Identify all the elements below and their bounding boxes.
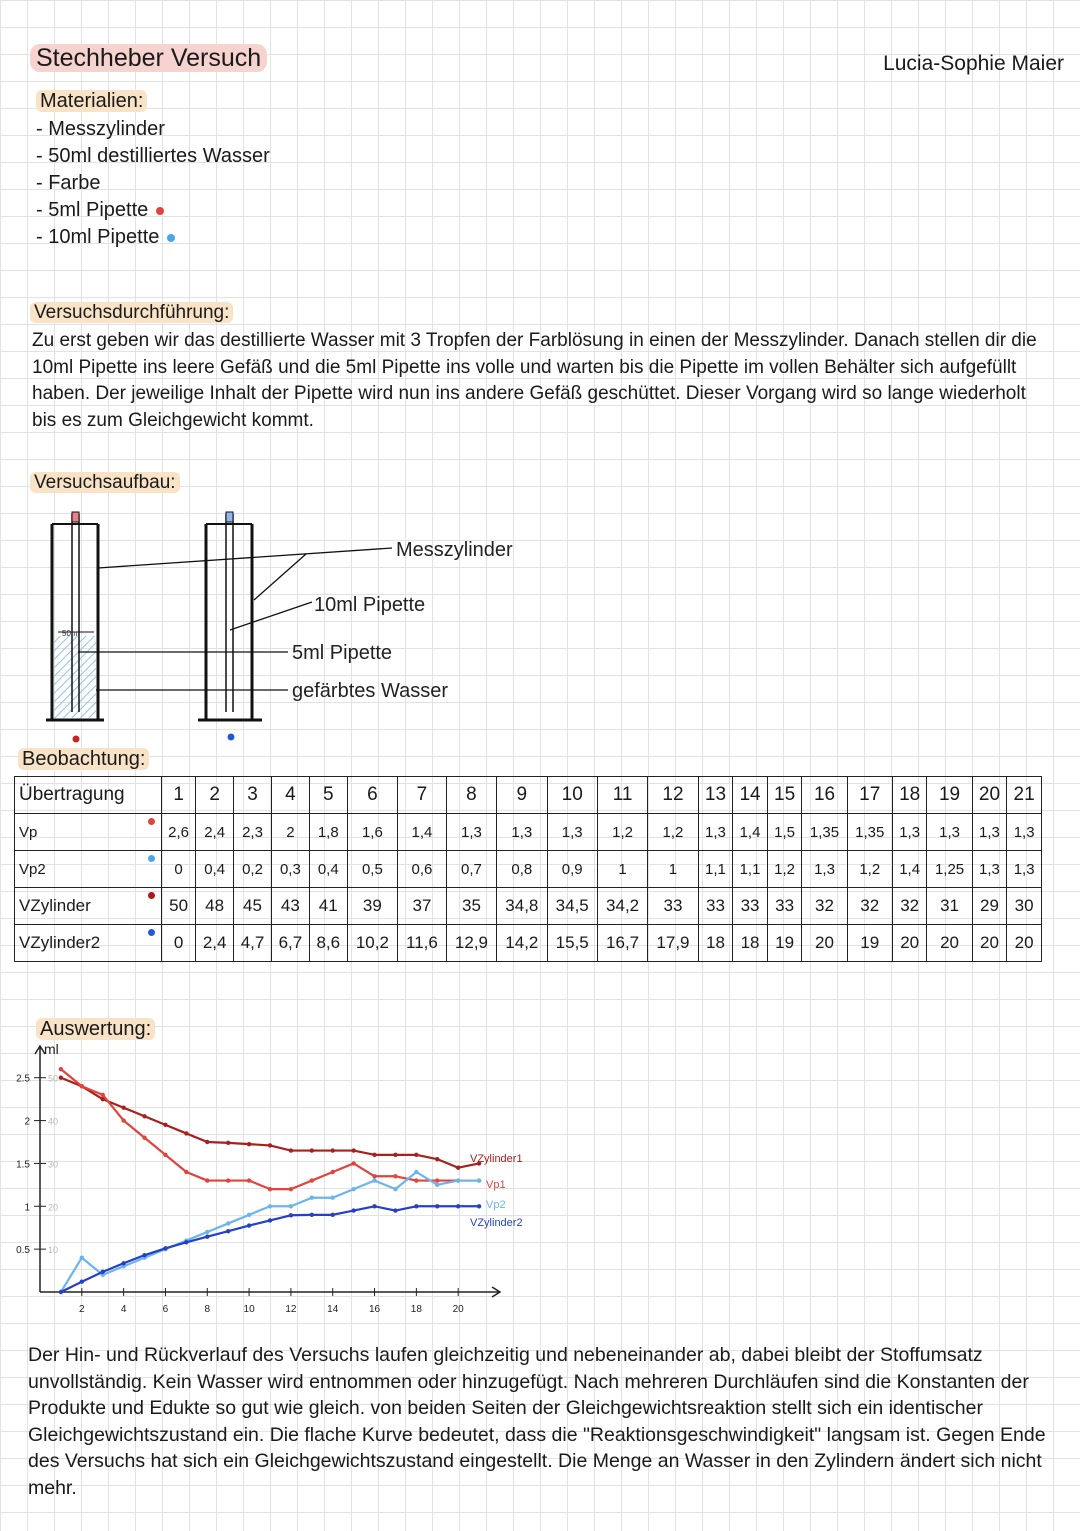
table-cell: 18 xyxy=(892,777,927,814)
table-cell: 10 xyxy=(547,777,597,814)
table-cell: 0,2 xyxy=(234,851,272,888)
procedure-heading: Versuchsdurchführung: xyxy=(30,302,233,324)
label-colored-water: gefärbtes Wasser xyxy=(292,680,448,702)
table-cell: 7 xyxy=(398,777,447,814)
table-cell: 20 xyxy=(1007,925,1042,962)
data-point xyxy=(351,1208,355,1212)
data-point xyxy=(372,1174,376,1178)
table-cell: 39 xyxy=(347,888,397,925)
table-cell: 9 xyxy=(497,777,547,814)
table-cell: 33 xyxy=(767,888,802,925)
y-tick-label-secondary: 50 xyxy=(48,1073,59,1084)
data-point xyxy=(205,1178,209,1182)
table-cell: 20 xyxy=(972,925,1007,962)
data-point xyxy=(289,1213,293,1217)
table-cell: 12 xyxy=(648,777,698,814)
materials-item-text: - 10ml Pipette xyxy=(36,226,160,248)
data-point xyxy=(351,1161,355,1165)
table-cell: 1,3 xyxy=(497,814,547,851)
data-point xyxy=(331,1213,335,1217)
table-cell: 1,35 xyxy=(847,814,892,851)
data-point xyxy=(393,1208,397,1212)
data-point xyxy=(477,1178,481,1182)
evaluation-heading: Auswertung: xyxy=(36,1018,155,1041)
x-tick-label: 14 xyxy=(327,1304,339,1315)
table-cell: 1,2 xyxy=(648,814,698,851)
table-cell: 0,8 xyxy=(497,851,547,888)
data-point xyxy=(289,1187,293,1191)
data-point xyxy=(393,1153,397,1157)
data-point xyxy=(331,1148,335,1152)
materials-item-text: - Messzylinder xyxy=(36,118,165,140)
table-cell: 18 xyxy=(698,925,733,962)
table-cell: 1,2 xyxy=(847,851,892,888)
data-point xyxy=(435,1204,439,1208)
data-point xyxy=(142,1114,146,1118)
data-point xyxy=(372,1153,376,1157)
x-tick-label: 6 xyxy=(162,1304,169,1315)
series-label: Vp2 xyxy=(486,1199,506,1211)
data-point xyxy=(372,1204,376,1208)
table-cell: 1,3 xyxy=(927,814,972,851)
data-point xyxy=(142,1136,146,1140)
x-tick-label: 20 xyxy=(452,1304,464,1315)
y-tick-label: 1.5 xyxy=(16,1159,30,1171)
series-label: VZylinder1 xyxy=(470,1153,523,1165)
data-point xyxy=(121,1106,125,1110)
data-point xyxy=(393,1174,397,1178)
table-cell: 32 xyxy=(892,888,927,925)
y-tick-label: 1 xyxy=(24,1202,30,1214)
y-tick-label-secondary: 10 xyxy=(48,1245,59,1256)
data-point xyxy=(268,1187,272,1191)
data-point xyxy=(289,1148,293,1152)
data-point xyxy=(393,1187,397,1191)
table-cell: 1,3 xyxy=(802,851,847,888)
table-cell: 0 xyxy=(162,851,196,888)
table-cell: 1,3 xyxy=(892,814,927,851)
table-cell: 0 xyxy=(162,925,196,962)
data-point xyxy=(331,1196,335,1200)
table-cell: 19 xyxy=(847,925,892,962)
y-tick-label: 2.5 xyxy=(16,1073,30,1085)
data-point xyxy=(80,1280,84,1284)
table-cell: 45 xyxy=(234,888,272,925)
table-cell: 16 xyxy=(802,777,847,814)
evaluation-text: Der Hin- und Rückverlauf des Versuchs laufen gleichzeitig und nebeneinander ab, dabei bleibt der Stoffumsatz unvollständig. Kein Wasser wird entnommen oder hinzugefügt. Nach mehreren Durchläufen sind die Konstanten der Produkte und Edukte so gut wie gleich. von beiden Seiten der Gleichgewichtsreaktion stellt sich ein identischer Gleichgewichtszustand ein. Die flache Kurve bedeutet, dass die "Reaktionsgeschwindigkeit" langsam ist. Gegen Ende des Versuchs hat sich ein Gleichgewichtszustand eingestellt. Die Menge an Wasser in den Zylindern ändert sich nicht mehr. xyxy=(28,1344,1046,1499)
table-cell: 19 xyxy=(767,925,802,962)
table-cell: 6 xyxy=(347,777,397,814)
data-point xyxy=(435,1178,439,1182)
table-cell: 37 xyxy=(398,888,447,925)
data-point xyxy=(456,1204,460,1208)
data-point xyxy=(205,1140,209,1144)
table-cell: 8,6 xyxy=(309,925,347,962)
data-point xyxy=(59,1067,63,1071)
data-point xyxy=(184,1131,188,1135)
data-point xyxy=(289,1204,293,1208)
data-point xyxy=(247,1178,251,1182)
y-tick-label-secondary: 40 xyxy=(48,1116,59,1127)
table-cell: 1,35 xyxy=(802,814,847,851)
table-cell: 34,5 xyxy=(547,888,597,925)
data-point xyxy=(247,1213,251,1217)
table-cell: 2,4 xyxy=(196,814,234,851)
data-point xyxy=(435,1183,439,1187)
observation-heading: Beobachtung: xyxy=(18,748,149,771)
data-point xyxy=(435,1157,439,1161)
table-cell: 30 xyxy=(1007,888,1042,925)
data-point xyxy=(351,1148,355,1152)
table-cell: 1,4 xyxy=(892,851,927,888)
data-point xyxy=(226,1141,230,1145)
data-point xyxy=(351,1187,355,1191)
table-cell: 21 xyxy=(1007,777,1042,814)
row-label-text: Vp2 xyxy=(19,860,46,878)
table-cell: 34,8 xyxy=(497,888,547,925)
table-cell: 1,4 xyxy=(733,814,768,851)
table-cell: 11,6 xyxy=(398,925,447,962)
table-cell: 0,3 xyxy=(271,851,309,888)
table-cell: 4 xyxy=(271,777,309,814)
table-cell: 3 xyxy=(234,777,272,814)
x-tick-label: 12 xyxy=(285,1304,297,1315)
table-cell: 14 xyxy=(733,777,768,814)
table-cell: 1,1 xyxy=(733,851,768,888)
data-point xyxy=(80,1256,84,1260)
data-point xyxy=(163,1246,167,1250)
table-cell: 0,5 xyxy=(347,851,397,888)
table-cell: 10,2 xyxy=(347,925,397,962)
data-point xyxy=(268,1143,272,1147)
table-cell: 1,2 xyxy=(767,851,802,888)
table-cell: 0,9 xyxy=(547,851,597,888)
data-point xyxy=(414,1204,418,1208)
data-point xyxy=(477,1204,481,1208)
author-name: Lucia-Sophie Maier xyxy=(883,52,1064,75)
x-tick-label: 10 xyxy=(243,1304,255,1315)
materials-heading: Materialien: xyxy=(36,90,147,113)
label-pipette-5ml: 5ml Pipette xyxy=(292,642,393,664)
y-axis-label: ml xyxy=(44,1041,59,1057)
label-pipette-10ml: 10ml Pipette xyxy=(314,594,426,616)
table-cell: 2 xyxy=(271,814,309,851)
table-cell: 12,9 xyxy=(446,925,496,962)
table-cell: 31 xyxy=(927,888,972,925)
y-tick-label-secondary: 20 xyxy=(48,1202,59,1213)
data-point xyxy=(310,1196,314,1200)
page-title: Stechheber Versuch xyxy=(30,44,267,73)
materials-item-text: - Farbe xyxy=(36,172,101,194)
table-cell: 0,4 xyxy=(196,851,234,888)
data-point xyxy=(247,1142,251,1146)
data-point xyxy=(310,1213,314,1217)
data-point xyxy=(414,1153,418,1157)
table-cell: 17 xyxy=(847,777,892,814)
y-tick-label-secondary: 30 xyxy=(48,1159,59,1170)
data-point xyxy=(184,1170,188,1174)
table-cell: 1,8 xyxy=(309,814,347,851)
table-cell: 1,5 xyxy=(767,814,802,851)
table-cell: 2,6 xyxy=(162,814,196,851)
data-point xyxy=(456,1166,460,1170)
data-point xyxy=(456,1178,460,1182)
data-point xyxy=(59,1290,63,1294)
table-cell: 14,2 xyxy=(497,925,547,962)
table-cell: 33 xyxy=(733,888,768,925)
table-cell: 1,3 xyxy=(547,814,597,851)
table-cell: 1 xyxy=(597,851,647,888)
table-cell: 43 xyxy=(271,888,309,925)
data-point xyxy=(226,1178,230,1182)
row-label-text: VZylinder xyxy=(19,896,91,915)
table-cell: 1 xyxy=(648,851,698,888)
table-cell: 1,3 xyxy=(698,814,733,851)
data-point xyxy=(226,1229,230,1233)
table-cell: 16,7 xyxy=(597,925,647,962)
data-point xyxy=(226,1221,230,1225)
data-point xyxy=(268,1218,272,1222)
table-cell: 17,9 xyxy=(648,925,698,962)
series-label: Vp1 xyxy=(486,1179,506,1191)
table-cell: 1,3 xyxy=(446,814,496,851)
data-point xyxy=(310,1148,314,1152)
data-point xyxy=(372,1178,376,1182)
data-point xyxy=(414,1178,418,1182)
row-label-text: Übertragung xyxy=(19,784,125,805)
series-label: VZylinder2 xyxy=(470,1217,523,1229)
table-cell: 20 xyxy=(802,925,847,962)
table-cell: 6,7 xyxy=(271,925,309,962)
table-cell: 13 xyxy=(698,777,733,814)
table-cell: 20 xyxy=(972,777,1007,814)
table-cell: 29 xyxy=(972,888,1007,925)
table-cell: 50 xyxy=(162,888,196,925)
data-point xyxy=(101,1093,105,1097)
table-cell: 2,4 xyxy=(196,925,234,962)
table-cell: 33 xyxy=(648,888,698,925)
table-cell: 0,4 xyxy=(309,851,347,888)
data-point xyxy=(59,1076,63,1080)
table-cell: 19 xyxy=(927,777,972,814)
table-cell: 1,6 xyxy=(347,814,397,851)
table-cell: 4,7 xyxy=(234,925,272,962)
table-cell: 0,7 xyxy=(446,851,496,888)
y-tick-label: 0.5 xyxy=(16,1245,30,1257)
data-point xyxy=(247,1223,251,1227)
data-point xyxy=(184,1240,188,1244)
table-cell: 1,4 xyxy=(398,814,447,851)
table-cell: 0,6 xyxy=(398,851,447,888)
data-point xyxy=(310,1178,314,1182)
label-cylinder: Messzylinder xyxy=(396,539,513,561)
table-cell: 15,5 xyxy=(547,925,597,962)
procedure-text: Zu erst geben wir das destillierte Wasser mit 3 Tropfen der Farblösung in einen der Messzylinder. Danach stellen dir die 10ml Pipette ins leere Gefäß und die 5ml Pipette ins volle und warten bis die Pipette im vollen Behälter sich aufgefüllt haben. Der jeweilige Inhalt der Pipette wird nun ins andere Gefäß geschüttet. Dieser Vorgang wird so lange wiederholt bis es zum Gleichgewicht kommt. xyxy=(32,330,1037,431)
table-cell: 8 xyxy=(446,777,496,814)
table-cell: 34,2 xyxy=(597,888,647,925)
table-cell: 1,1 xyxy=(698,851,733,888)
table-cell: 33 xyxy=(698,888,733,925)
table-cell: 41 xyxy=(309,888,347,925)
table-cell: 20 xyxy=(892,925,927,962)
table-cell: 32 xyxy=(802,888,847,925)
x-tick-label: 16 xyxy=(368,1304,381,1315)
data-point xyxy=(142,1253,146,1257)
table-cell: 48 xyxy=(196,888,234,925)
materials-item-text: - 5ml Pipette xyxy=(36,199,149,221)
x-tick-label: 8 xyxy=(204,1304,211,1315)
data-point xyxy=(205,1235,209,1239)
table-cell: 1,3 xyxy=(972,814,1007,851)
volume-mark: 50ml xyxy=(62,629,80,638)
data-point xyxy=(414,1170,418,1174)
x-tick-label: 4 xyxy=(120,1304,127,1315)
table-cell: 1,25 xyxy=(927,851,972,888)
data-point xyxy=(121,1261,125,1265)
data-point xyxy=(268,1204,272,1208)
table-cell: 35 xyxy=(446,888,496,925)
table-cell: 15 xyxy=(767,777,802,814)
table-cell: 1,3 xyxy=(1007,814,1042,851)
table-cell: 2 xyxy=(196,777,234,814)
x-tick-label: 18 xyxy=(410,1304,422,1315)
data-point xyxy=(205,1230,209,1234)
y-tick-label: 2 xyxy=(24,1116,30,1128)
table-cell: 32 xyxy=(847,888,892,925)
data-point xyxy=(163,1153,167,1157)
data-point xyxy=(163,1123,167,1127)
materials-item-text: - 50ml destilliertes Wasser xyxy=(36,145,270,167)
data-point xyxy=(121,1118,125,1122)
x-tick-label: 2 xyxy=(79,1304,85,1315)
table-cell: 1 xyxy=(162,777,196,814)
table-cell: 20 xyxy=(927,925,972,962)
row-label-text: Vp xyxy=(19,823,38,841)
setup-heading: Versuchsaufbau: xyxy=(30,472,180,494)
table-cell: 1,2 xyxy=(597,814,647,851)
row-label-text: VZylinder2 xyxy=(19,933,101,952)
table-cell: 1,3 xyxy=(972,851,1007,888)
data-point xyxy=(331,1170,335,1174)
table-cell: 11 xyxy=(597,777,647,814)
table-cell: 5 xyxy=(309,777,347,814)
data-point xyxy=(80,1084,84,1088)
table-cell: 2,3 xyxy=(234,814,272,851)
table-cell: 1,3 xyxy=(1007,851,1042,888)
table-cell: 18 xyxy=(733,925,768,962)
data-point xyxy=(101,1270,105,1274)
